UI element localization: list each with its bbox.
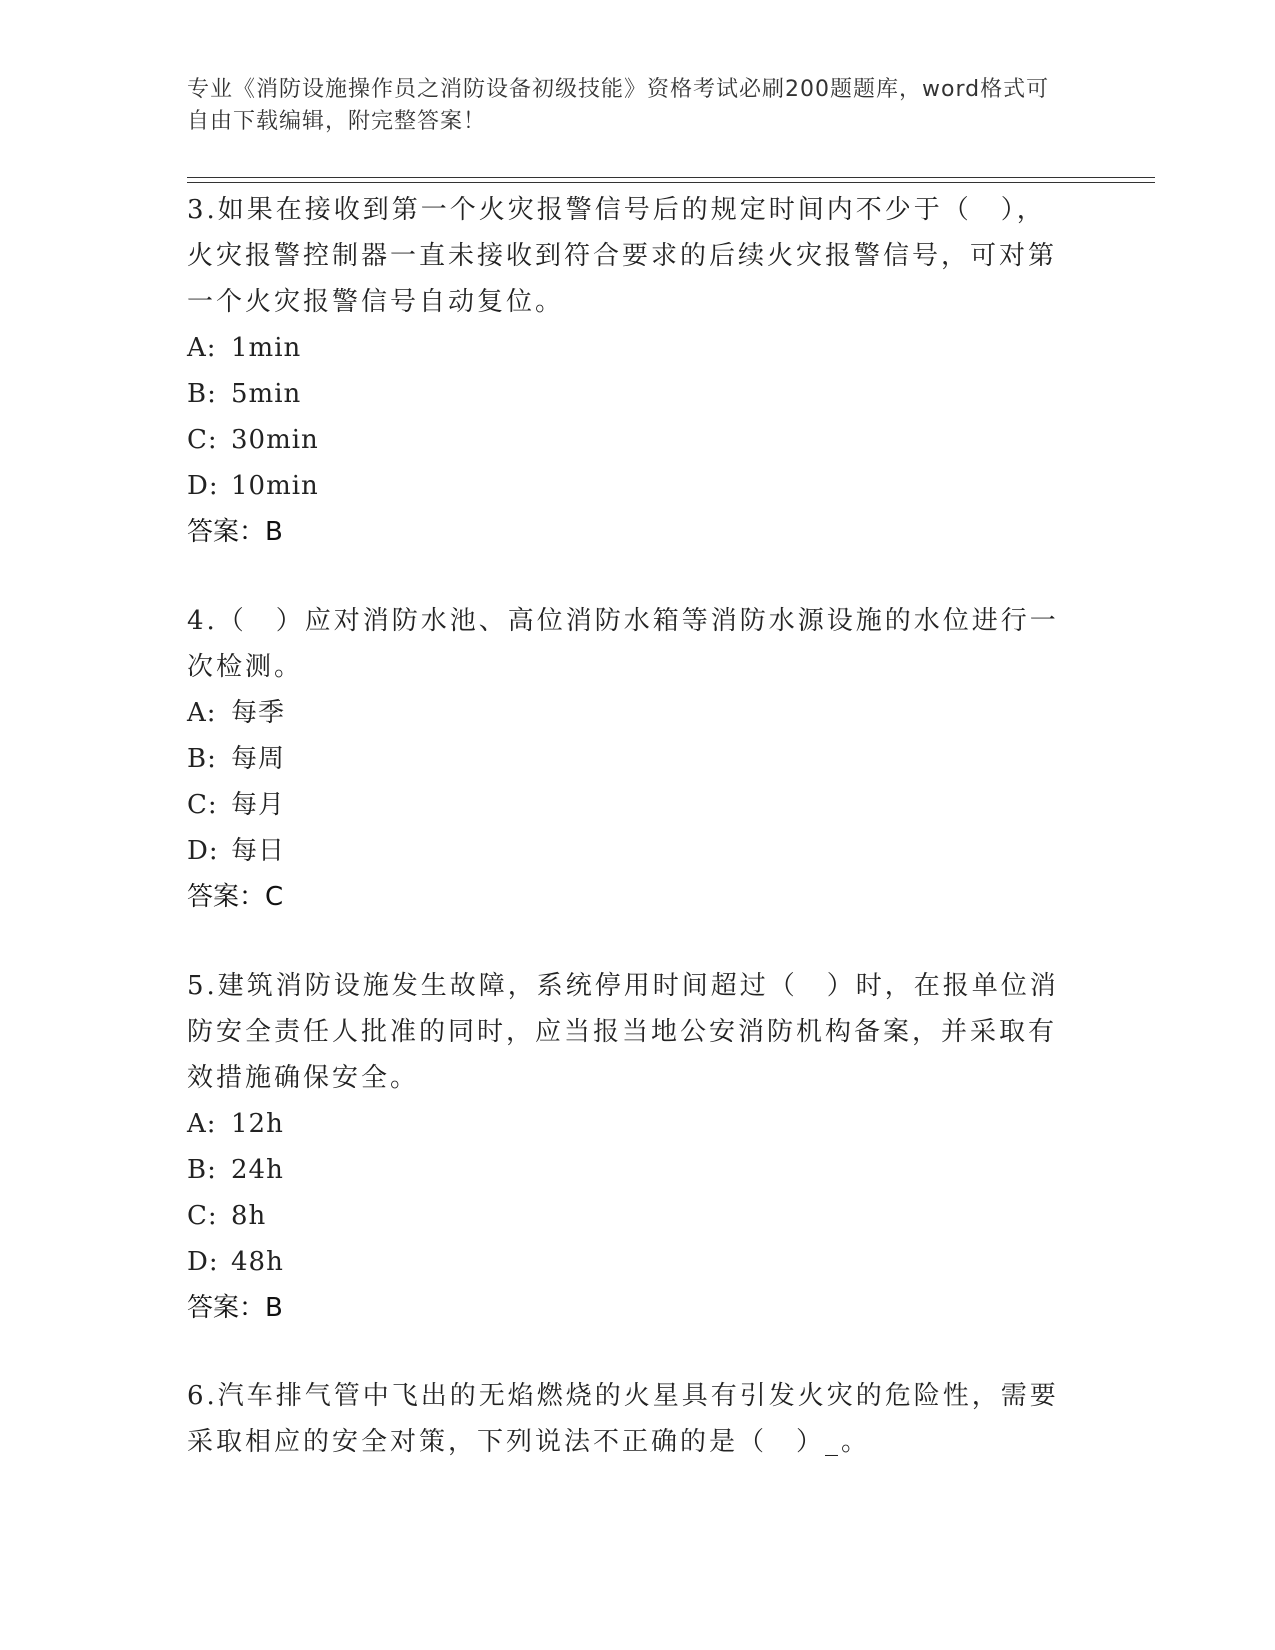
- option-key: C:: [187, 790, 218, 820]
- option-d: [187, 1239, 1067, 1285]
- option-text: 每季: [231, 698, 286, 728]
- question-stem: 3.如果在接收到第一个火灾报警信号后的规定时间内不少于（ ），火灾报警控制器一直未接收到符合要求的后续火灾报警信号，可对第一个火灾报警信号自动复位。: [187, 195, 1058, 317]
- option-key: B:: [187, 744, 217, 774]
- option-text: 10min: [231, 471, 319, 501]
- option-key: B:: [187, 1155, 217, 1185]
- option-text: 30min: [231, 425, 319, 455]
- answer-line: 答案：B: [187, 1293, 283, 1323]
- question-stem: 4.（ ）应对消防水池、高位消防水箱等消防水源设施的水位进行一次检测。: [187, 606, 1059, 682]
- question-stem: 5.建筑消防设施发生故障，系统停用时间超过（ ）时，在报单位消防安全责任人批准的同时，应当报当地公安消防机构备案，并采取有效措施确保安全。: [187, 971, 1059, 1093]
- answer-line: 答案：B: [187, 517, 283, 547]
- option-d: [187, 828, 1067, 874]
- option-text: 每周: [231, 744, 286, 774]
- option-text: 5min: [231, 379, 302, 409]
- header-divider-bottom: [187, 182, 1155, 183]
- option-a: [187, 1101, 1067, 1147]
- question-3: [187, 187, 1067, 555]
- document-header: 专业《消防设施操作员之消防设备初级技能》资格考试必刷200题题库，word格式可自由下载编辑，附完整答案！: [187, 77, 1050, 134]
- option-b: [187, 371, 1067, 417]
- option-c: [187, 1193, 1067, 1239]
- option-key: A:: [187, 333, 217, 363]
- option-text: 48h: [231, 1247, 284, 1277]
- option-text: 1min: [231, 333, 302, 363]
- header-divider-top: [187, 177, 1155, 178]
- option-b: [187, 1147, 1067, 1193]
- question-stem: 6.汽车排气管中飞出的无焰燃烧的火星具有引发火灾的危险性，需要采取相应的安全对策，下列说法不正确的是（ ）_。: [187, 1381, 1059, 1457]
- option-key: D:: [187, 836, 219, 866]
- option-key: D:: [187, 1247, 219, 1277]
- question-5: [187, 963, 1067, 1331]
- option-c: [187, 782, 1067, 828]
- option-key: D:: [187, 471, 219, 501]
- question-4: [187, 598, 1067, 920]
- option-key: C:: [187, 425, 218, 455]
- option-text: 每月: [231, 790, 286, 820]
- option-key: A:: [187, 1109, 217, 1139]
- option-d: [187, 463, 1067, 509]
- option-text: 12h: [231, 1109, 284, 1139]
- option-key: B:: [187, 379, 217, 409]
- option-b: [187, 736, 1067, 782]
- option-a: [187, 325, 1067, 371]
- option-text: 24h: [231, 1155, 284, 1185]
- option-key: A:: [187, 698, 217, 728]
- option-text: 每日: [231, 836, 286, 866]
- option-text: 8h: [231, 1201, 267, 1231]
- option-a: [187, 690, 1067, 736]
- question-6: [187, 1373, 1067, 1465]
- answer-line: 答案：C: [187, 882, 284, 912]
- option-c: [187, 417, 1067, 463]
- option-key: C:: [187, 1201, 218, 1231]
